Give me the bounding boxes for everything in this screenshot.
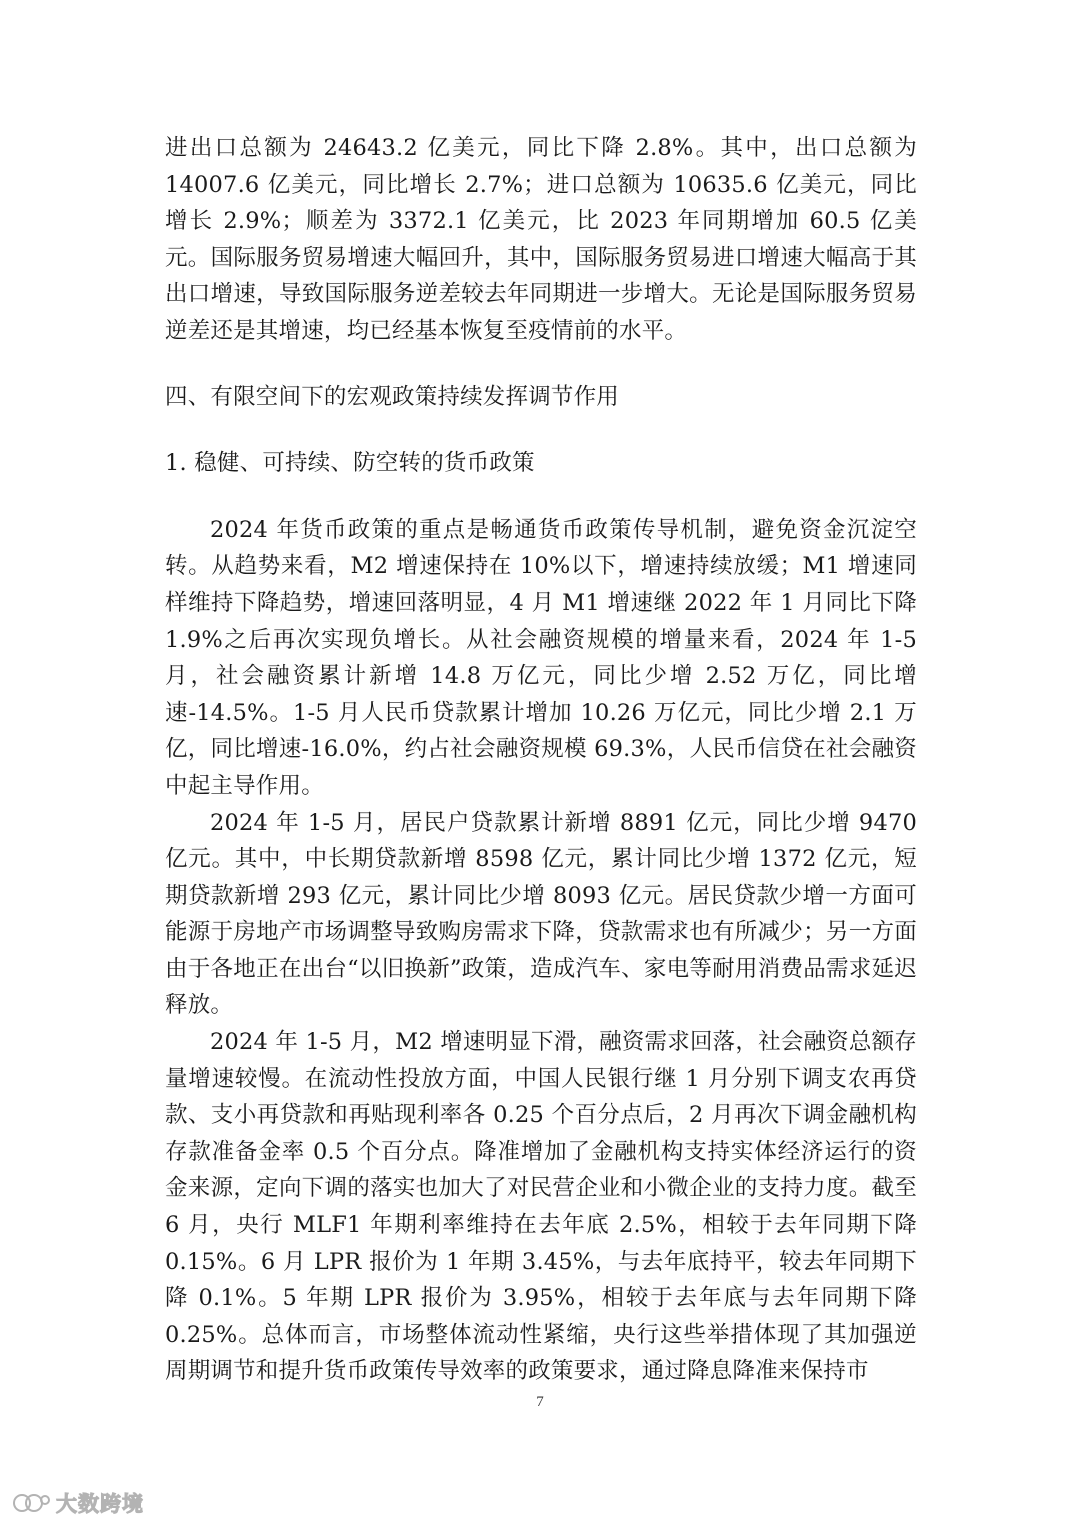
watermark bbox=[12, 1488, 144, 1518]
body-paragraph: 2024 年 1-5 月，居民户贷款累计新增 8891 亿元，同比少增 9470 亿元。其中，中长期贷款新增 8598 亿元，累计同比少增 1372 亿元，短期贷款新增 293 亿元，累计同比少增 8093 亿元。居民贷款少增一方面可能源于房地产市场调整导致购房需求下降，贷款需求也有所减少；另一方面由于各地正在出台“以旧换新”政策，造成汽车、家电等耐用消费品需求延迟释放。 bbox=[165, 809, 917, 1019]
body-paragraph: 2024 年货币政策的重点是畅通货币政策传导机制，避免资金沉淀空转。从趋势来看，M2 增速保持在 10%以下，增速持续放缓；M1 增速同样维持下降趋势，增速回落明显，4 月 M1 增速继 2022 年 1 月同比下降 1.9%之后再次实现负增长。从社会融资规模的增量来看，2024 年 1-5 月，社会融资累计新增 14.8 万亿元，同比少增 2.52 万亿，同比增速-14.5%。1-5 月人民币贷款累计增加 10.26 万亿元，同比少增 2.1 万亿，同比增速-16.0%，约占社会融资规模 69.3%，人民币信贷在社会融资中起主导作用。 bbox=[165, 516, 917, 799]
body-paragraph: 2024 年 1-5 月，M2 增速明显下滑，融资需求回落，社会融资总额存量增速较慢。在流动性投放方面，中国人民银行继 1 月分别下调支农再贷款、支小再贷款和再贴现利率各 0.25 个百分点后，2 月再次下调金融机构存款准备金率 0.5 个百分点。降准增加了金融机构支持实体经济运行的资金来源，定向下调的落实也加大了对民营企业和小微企业的支持力度。截至 6 月，央行 MLF1 年期利率维持在去年底 2.5%，相较于去年同期下降 0.15%。6 月 LPR 报价为 1 年期 3.45%，与去年底持平，较去年同期下降 0.1%。5 年期 LPR 报价为 3.95%，相较于去年底与去年同期下降 0.25%。总体而言，市场整体流动性紧缩，央行这些举措体现了其加强逆周期调节和提升货币政策传导效率的政策要求，通过降息降准来保持市 bbox=[165, 1029, 917, 1385]
section-heading: 四、有限空间下的宏观政策持续发挥调节作用 bbox=[165, 383, 620, 410]
watermark-text: 大数跨境 bbox=[56, 1492, 144, 1516]
page-number: 7 bbox=[536, 1394, 544, 1410]
intro-paragraph: 进出口总额为 24643.2 亿美元，同比下降 2.8%。其中，出口总额为 14007.6 亿美元，同比增长 2.7%；进口总额为 10635.6 亿美元，同比增长 2.9%；顺差为 3372.1 亿美元，比 2023 年同期增加 60.5 亿美元。国际服务贸易增速大幅回升，其中，国际服务贸易进口增速大幅高于其出口增速，导致国际服务逆差较去年同期进一步增大。无论是国际服务贸易逆差还是其增速，均已经基本恢复至疫情前的水平。 bbox=[165, 135, 917, 344]
document-body bbox=[165, 130, 917, 1390]
logo-icon bbox=[12, 1490, 52, 1516]
subsection-heading: 1. 稳健、可持续、防空转的货币政策 bbox=[165, 450, 535, 477]
